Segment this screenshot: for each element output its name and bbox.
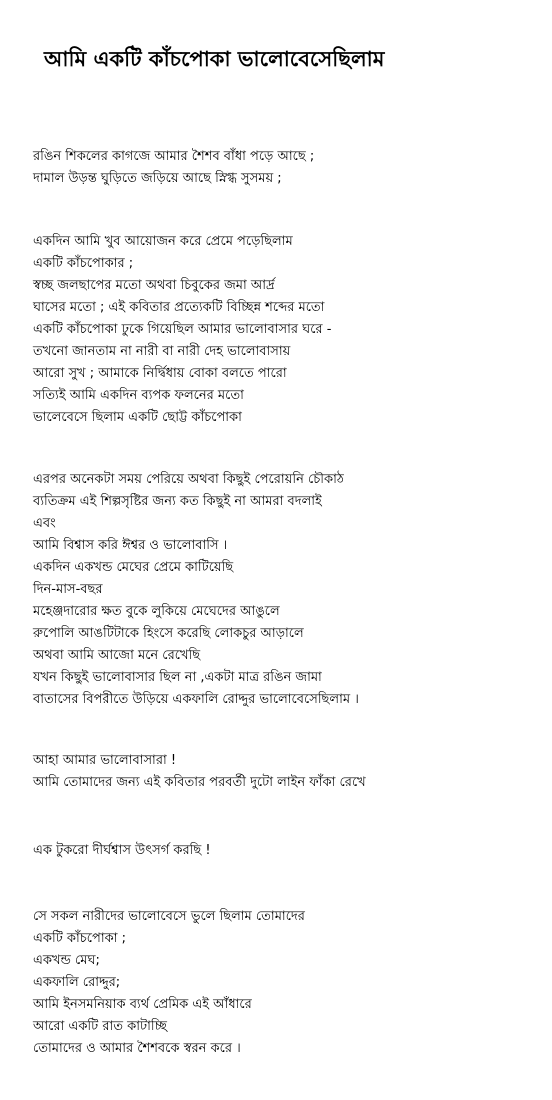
poem-line: রুপোলি আঙটিটাকে হিংসে করেছি লোকচুর আড়ালে: [33, 626, 304, 641]
poem-line: আহা আমার ভালোবাসারা !: [33, 753, 177, 768]
poem-line: এক টুকরো দীর্ঘশ্বাস উৎসর্গ করছি !: [33, 843, 211, 858]
poem-line: আমি তোমাদের জন্য এই কবিতার পরবর্তী দুটো লাইন ফাঁকা রেখে: [33, 775, 366, 790]
poem-line: বাতাসের বিপরীতে উড়িয়ে একফালি রোদ্দুর ভালোবেসেছিলাম ।: [33, 692, 359, 707]
stanza-6: [33, 906, 533, 1060]
poem-line: স্বচ্ছ জলছাপের মতো অথবা চিবুকের জমা আর্দ্র: [33, 278, 275, 293]
stanza-2: [33, 231, 533, 429]
poem-line: একদিন আমি খুব আয়োজন করে প্রেমে পড়েছিলাম: [33, 234, 293, 249]
poem-line: অথবা আমি আজো মনে রেখেছি: [33, 648, 201, 663]
poem-line: একদিন একখন্ড মেঘের প্রেমে কাটিয়েছি: [33, 560, 234, 575]
poem-title: আমি একটি কাঁচপোকা ভালোবেসেছিলাম: [44, 47, 385, 71]
poem-line: এবং: [33, 516, 56, 531]
poem-line: আরো একটি রাত কাটাচ্ছি: [33, 1019, 167, 1034]
poem-line: একখন্ড মেঘ;: [33, 953, 100, 968]
poem-line: সত্যিই আমি একদিন ব্যপক ফলনের মতো: [33, 388, 244, 403]
poem-line: আরো সুখ ; আমাকে নির্দ্বিধায় বোকা বলতে পারো: [33, 366, 287, 381]
poem-line: রঙিন শিকলের কাগজে আমার শৈশব বাঁধা পড়ে আছে ;: [33, 149, 315, 164]
poem-line: ব্যতিক্রম এই শিল্পসৃষ্টির জন্য কত কিছুই না আমরা বদলাই: [33, 494, 322, 509]
poem-line: মহেঞ্জদারোর ক্ষত বুকে লুকিয়ে মেঘেদের আঙুলে: [33, 604, 280, 619]
poem-line: ঘাসের মতো ; এই কবিতার প্রত্যেকটি বিচ্ছিন্ন শব্দের মতো: [33, 300, 325, 315]
poem-line: একটি কাঁচপোকার ;: [33, 256, 134, 271]
poem-line: আমি ইনসমনিয়াক ব্যর্থ প্রেমিক এই আঁধারে: [33, 997, 252, 1012]
poem-line: একটি কাঁচপোকা ;: [33, 931, 126, 946]
poem-line: সে সকল নারীদের ভালোবেসে ভুলে ছিলাম তোমাদের: [33, 909, 305, 924]
poem-line: দামাল উড়ন্ত ঘুড়িতে জড়িয়ে আছে স্নিগ্ধ সুসময় ;: [33, 171, 282, 186]
stanza-4: [33, 750, 533, 794]
poem-line: দিন-মাস-বছর: [33, 582, 103, 597]
stanza-3: [33, 469, 533, 711]
poem-line: এরপর অনেকটা সময় পেরিয়ে অথবা কিছুই পেরোয়নি চৌকাঠ: [33, 472, 344, 487]
poem-line: একটি কাঁচপোকা ঢুকে গিয়েছিল আমার ভালোবাসার ঘরে -: [33, 322, 332, 337]
poem-line: একফালি রোদ্দুর;: [33, 975, 121, 990]
stanza-1: [33, 146, 533, 190]
poem-line: তখনো জানতাম না নারী বা নারী দেহ ভালোবাসায়: [33, 344, 291, 359]
poem-line: যখন কিছুই ভালোবাসার ছিল না ,একটা মাত্র রঙিন জামা: [33, 670, 322, 685]
stanza-5: [33, 840, 533, 862]
poem-line: আমি বিশ্বাস করি ঈশ্বর ও ভালোবাসি ।: [33, 538, 228, 553]
poem-line: ভালেবেসে ছিলাম একটি ছোট্ট কাঁচপোকা: [33, 410, 242, 425]
poem-line: তোমাদের ও আমার শৈশবকে স্বরন করে ।: [33, 1041, 241, 1056]
